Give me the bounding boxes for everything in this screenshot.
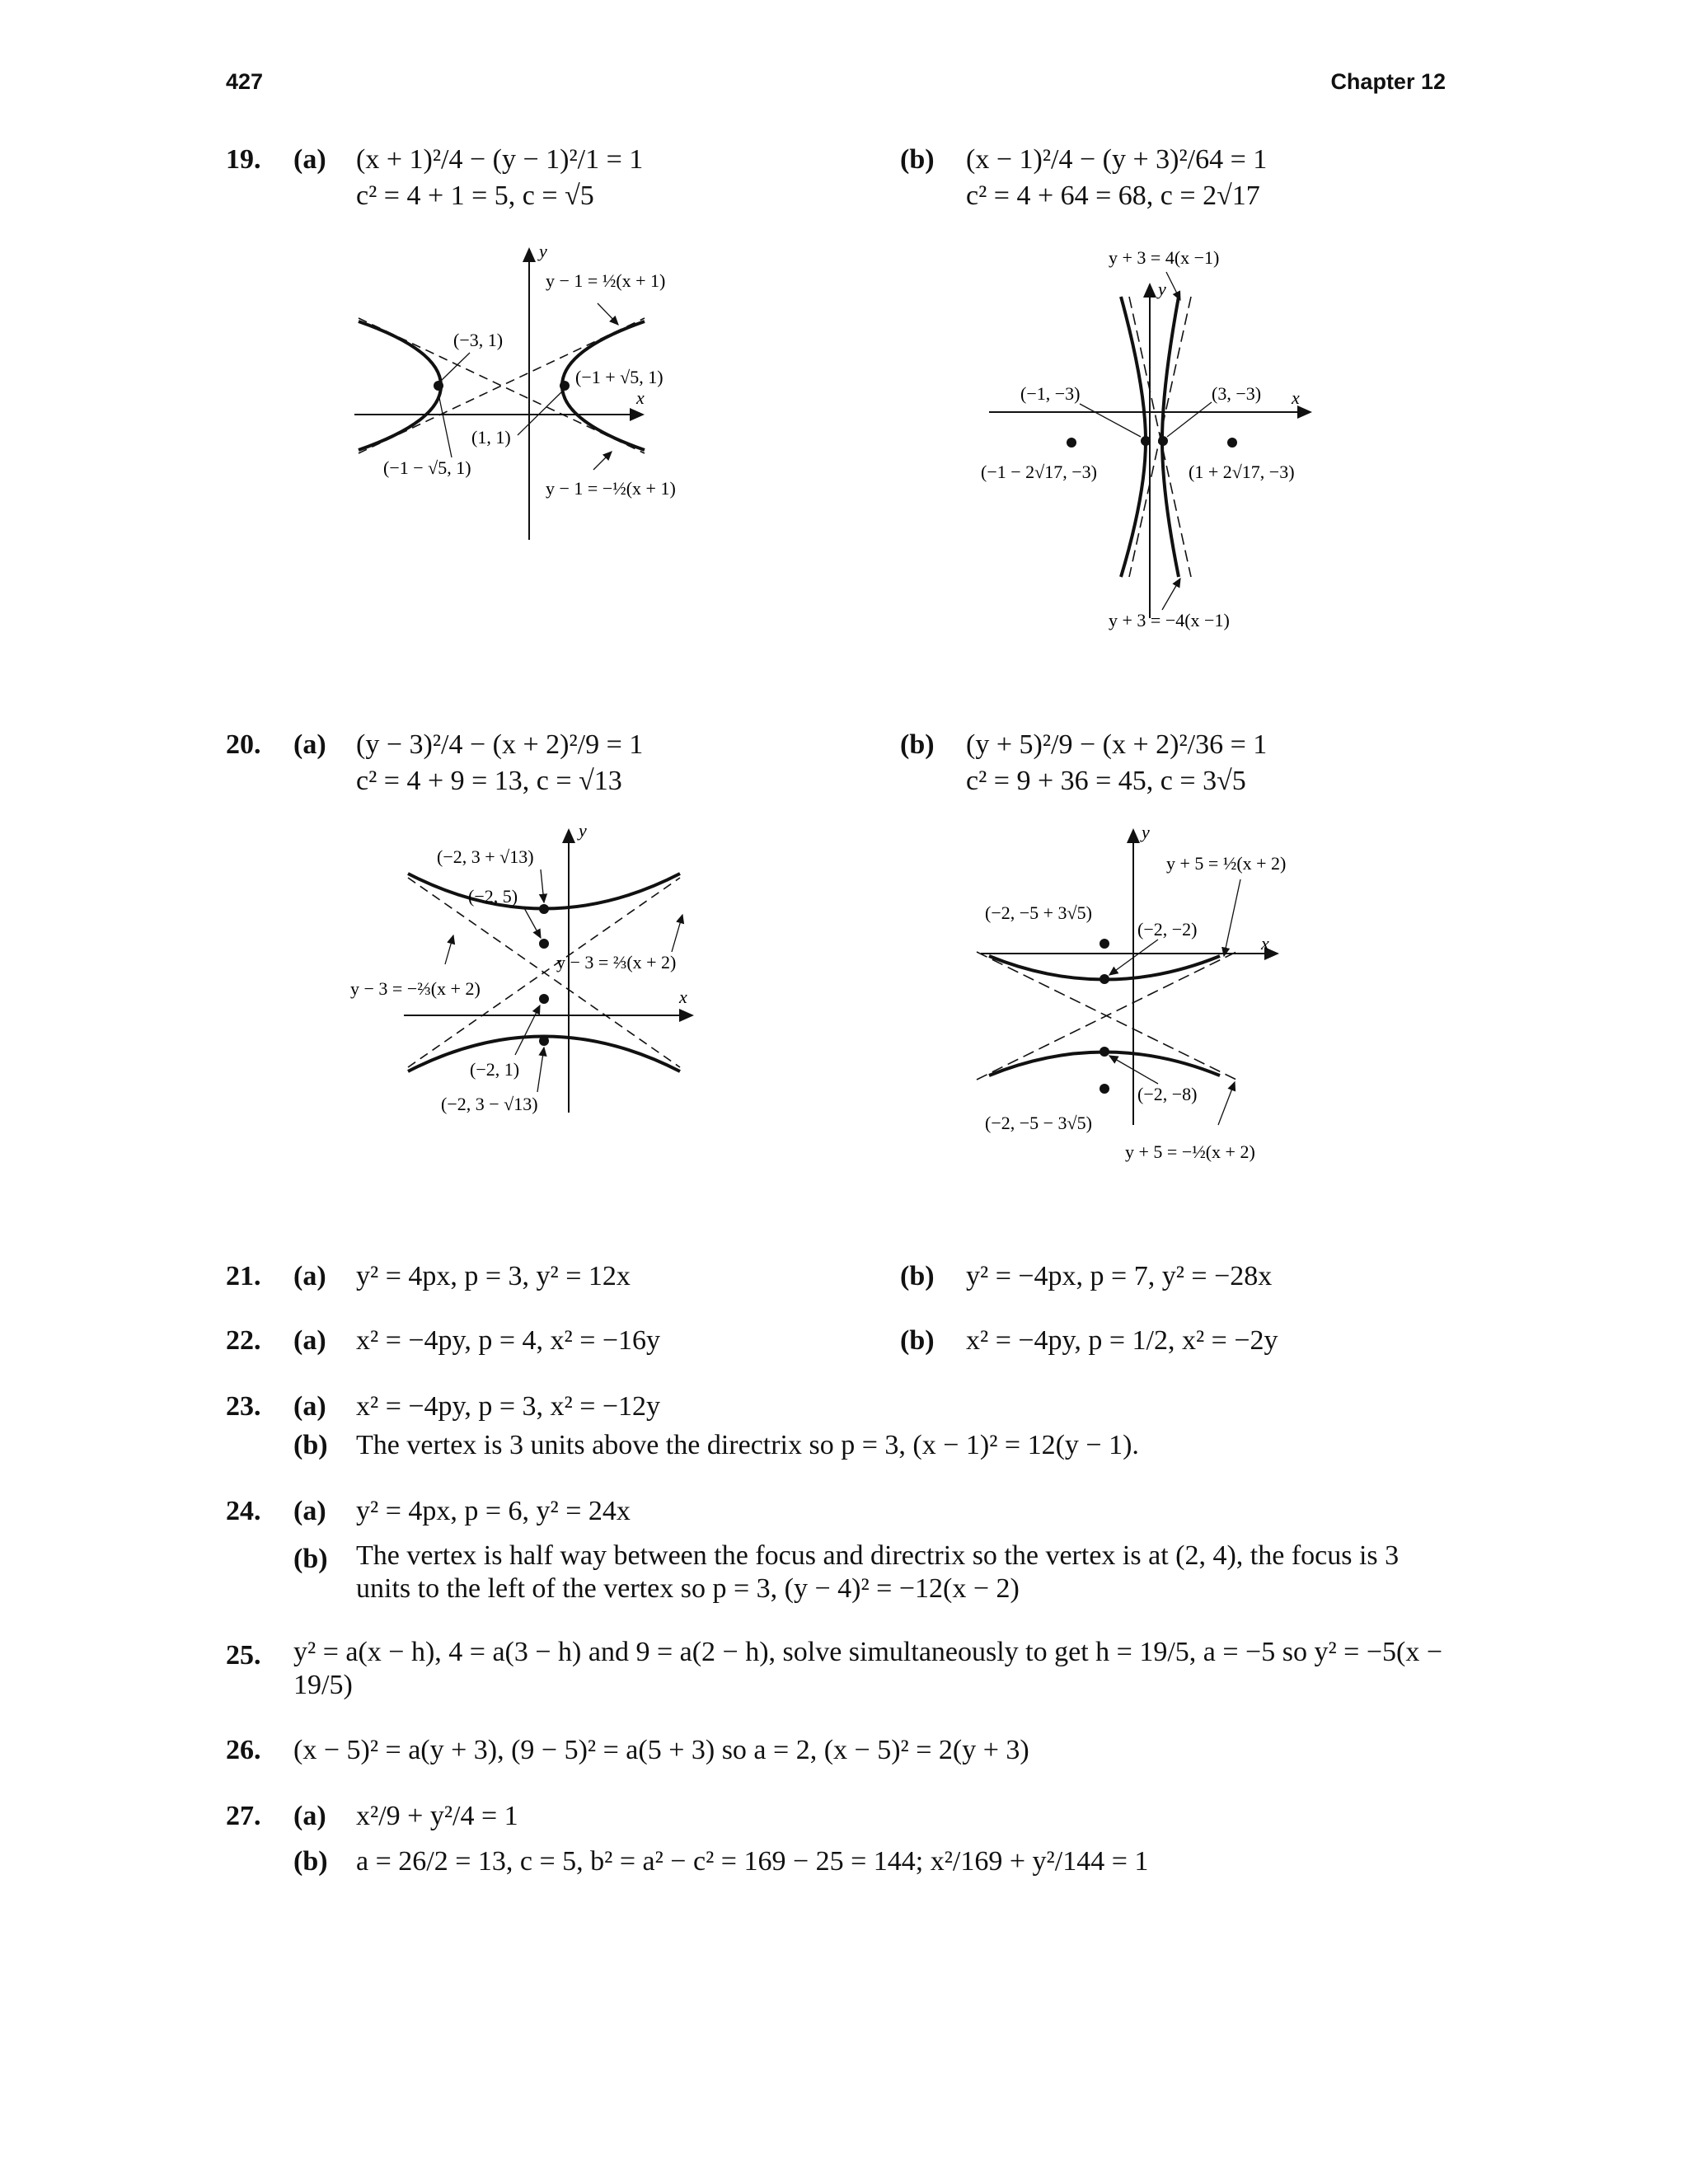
answer-22a: x² = −4py, p = 4, x² = −16y bbox=[356, 1325, 661, 1356]
equation-20a-line2: c² = 4 + 9 = 13, c = √13 bbox=[356, 766, 622, 796]
y-axis-label: y bbox=[539, 241, 547, 261]
label-vertex-left: (−3, 1) bbox=[453, 330, 504, 350]
label-focus-right: (1 + 2√17, −3) bbox=[1189, 462, 1295, 482]
label-asymptote-bottom: y + 3 = −4(x −1) bbox=[1109, 610, 1230, 630]
part-label-21b: (b) bbox=[900, 1261, 935, 1291]
label-vertex-left: (−1, −3) bbox=[1020, 383, 1081, 404]
vertex-right bbox=[560, 381, 570, 391]
answer-23a: x² = −4py, p = 3, x² = −12y bbox=[356, 1391, 661, 1422]
equation-19a-line1: (x + 1)²/4 − (y − 1)²/1 = 1 bbox=[356, 144, 644, 175]
focus-top bbox=[1100, 939, 1109, 949]
equation-19b-line2: c² = 4 + 64 = 68, c = 2√17 bbox=[966, 180, 1260, 211]
problem-number-25: 25. bbox=[226, 1640, 261, 1671]
answer-21a: y² = 4px, p = 3, y² = 12x bbox=[356, 1261, 631, 1291]
label-asymptote-top: y − 1 = ½(x + 1) bbox=[546, 270, 666, 291]
problem-number-26: 26. bbox=[226, 1735, 261, 1765]
part-label-24a: (a) bbox=[293, 1496, 326, 1526]
x-axis-label: x bbox=[679, 987, 687, 1007]
label-vertex-bottom: (−2, 1) bbox=[470, 1059, 520, 1080]
answer-21b: y² = −4px, p = 7, y² = −28x bbox=[966, 1261, 1273, 1291]
part-label-27b: (b) bbox=[293, 1846, 328, 1877]
answer-25: y² = a(x − h), 4 = a(3 − h) and 9 = a(2 − h), solve simultaneously to get h = 19/5, a = −5 so y² = −5(x − 19/5) bbox=[293, 1637, 1442, 1700]
label-asymptote-right: y − 3 = ⅔(x + 2) bbox=[556, 952, 677, 972]
label-vertex-top: (−2, 5) bbox=[468, 886, 518, 907]
label-asymptote-left: y − 3 = −⅔(x + 2) bbox=[350, 978, 481, 999]
vertex-left bbox=[1141, 436, 1151, 446]
part-label-19a: (a) bbox=[293, 144, 326, 175]
label-vertex-bottom: (−2, −8) bbox=[1137, 1084, 1198, 1104]
equation-20b-line1: (y + 5)²/9 − (x + 2)²/36 = 1 bbox=[966, 729, 1268, 760]
x-axis-label: x bbox=[1261, 933, 1269, 954]
label-focus-bottom: (−2, 3 − √13) bbox=[441, 1094, 538, 1114]
part-label-22a: (a) bbox=[293, 1325, 326, 1356]
answer-27b: a = 26/2 = 13, c = 5, b² = a² − c² = 169 − 25 = 144; x²/169 + y²/144 = 1 bbox=[356, 1846, 1149, 1877]
part-label-24b: (b) bbox=[293, 1544, 328, 1574]
part-label-20b: (b) bbox=[900, 729, 935, 760]
vertex-bottom bbox=[1100, 1047, 1109, 1057]
problem-number-21: 21. bbox=[226, 1261, 261, 1291]
focus-bottom bbox=[1100, 1084, 1109, 1094]
problem-number-27: 27. bbox=[226, 1801, 261, 1831]
problem-number-22: 22. bbox=[226, 1325, 261, 1356]
figure-20a-hyperbola bbox=[346, 820, 775, 1125]
label-focus-bottom: (−2, −5 − 3√5) bbox=[985, 1113, 1092, 1133]
part-label-21a: (a) bbox=[293, 1261, 326, 1291]
answer-24b: The vertex is half way between the focus and directrix so the vertex is at (2, 4), the focus is 3 units to the left of the vertex so p = 3, (y − 4)² = −12(x − 2) bbox=[356, 1540, 1400, 1604]
vertex-right bbox=[1158, 436, 1168, 446]
equation-19a-line2: c² = 4 + 1 = 5, c = √5 bbox=[356, 180, 594, 211]
figure-19a-hyperbola bbox=[346, 239, 725, 544]
problem-number-20: 20. bbox=[226, 729, 261, 760]
label-focus-left: (−1 − 2√17, −3) bbox=[981, 462, 1097, 482]
chapter-title: Chapter 12 bbox=[1330, 69, 1446, 94]
answer-23b: The vertex is 3 units above the directrix so p = 3, (x − 1)² = 12(y − 1). bbox=[356, 1430, 1139, 1460]
figure-19b-hyperbola bbox=[964, 239, 1343, 635]
vertex-top bbox=[1100, 974, 1109, 984]
vertex-top bbox=[539, 904, 549, 914]
part-label-20a: (a) bbox=[293, 729, 326, 760]
label-vertex-top: (−2, −2) bbox=[1137, 919, 1198, 940]
left-branch bbox=[1121, 297, 1146, 577]
equation-19b-line1: (x − 1)²/4 − (y + 3)²/64 = 1 bbox=[966, 144, 1268, 175]
left-branch bbox=[359, 321, 441, 450]
label-asymptote-bottom: y + 5 = −½(x + 2) bbox=[1125, 1141, 1255, 1162]
part-label-19b: (b) bbox=[900, 144, 935, 175]
focus-right bbox=[1227, 438, 1237, 448]
label-asymptote-bottom: y − 1 = −½(x + 1) bbox=[546, 478, 676, 499]
x-axis-label: x bbox=[1292, 387, 1300, 408]
y-axis-label: y bbox=[1158, 279, 1166, 299]
y-axis-label: y bbox=[1142, 822, 1150, 842]
focus-left bbox=[1067, 438, 1076, 448]
label-focus-top: (−2, 3 + √13) bbox=[437, 846, 534, 867]
part-label-22b: (b) bbox=[900, 1325, 935, 1356]
part-label-23b: (b) bbox=[293, 1430, 328, 1460]
part-label-23a: (a) bbox=[293, 1391, 326, 1422]
equation-20a-line1: (y − 3)²/4 − (x + 2)²/9 = 1 bbox=[356, 729, 644, 760]
focus-bottom bbox=[539, 1036, 549, 1046]
x-axis-label: x bbox=[636, 387, 645, 408]
answer-26: (x − 5)² = a(y + 3), (9 − 5)² = a(5 + 3) so a = 2, (x − 5)² = 2(y + 3) bbox=[293, 1735, 1029, 1765]
label-asymptote-top: y + 3 = 4(x −1) bbox=[1109, 247, 1220, 268]
answer-27a: x²/9 + y²/4 = 1 bbox=[356, 1801, 518, 1831]
label-asymptote-top: y + 5 = ½(x + 2) bbox=[1166, 853, 1287, 874]
answer-22b: x² = −4py, p = 1/2, x² = −2y bbox=[966, 1325, 1278, 1356]
vertex-bottom bbox=[539, 994, 549, 1004]
part-label-27a: (a) bbox=[293, 1801, 326, 1831]
focus-top bbox=[539, 939, 549, 949]
label-vertex-right: (−1 + √5, 1) bbox=[575, 367, 663, 387]
label-center: (1, 1) bbox=[471, 427, 511, 448]
page-number: 427 bbox=[226, 69, 264, 94]
equation-20b-line2: c² = 9 + 36 = 45, c = 3√5 bbox=[966, 766, 1246, 796]
problem-number-24: 24. bbox=[226, 1496, 261, 1526]
label-focus-left: (−1 − √5, 1) bbox=[383, 457, 471, 478]
answer-24a: y² = 4px, p = 6, y² = 24x bbox=[356, 1496, 631, 1526]
vertex-left bbox=[434, 381, 443, 391]
problem-number-23: 23. bbox=[226, 1391, 261, 1422]
y-axis-label: y bbox=[579, 820, 587, 841]
figure-20b-hyperbola bbox=[973, 820, 1352, 1166]
label-focus-top: (−2, −5 + 3√5) bbox=[985, 902, 1092, 923]
upper-branch bbox=[408, 874, 680, 909]
label-vertex-right: (3, −3) bbox=[1212, 383, 1262, 404]
problem-number-19: 19. bbox=[226, 144, 261, 175]
